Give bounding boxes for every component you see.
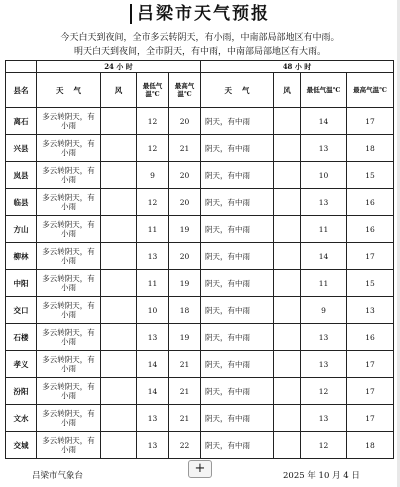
max-temp-48h-cell: 13 (347, 297, 394, 324)
max-temp-48h-cell: 17 (347, 405, 394, 432)
table-row (6, 162, 394, 189)
county-cell: 石楼 (6, 324, 37, 351)
wind-24h-cell (101, 324, 137, 351)
table-row (6, 405, 394, 432)
county-cell: 离石 (6, 108, 37, 135)
wind-24h-cell (101, 189, 137, 216)
weather-24h-cell: 多云转阴天，有小雨 (37, 189, 101, 216)
county-cell: 方山 (6, 216, 37, 243)
col-wind-48: 风 (274, 73, 301, 108)
max-temp-48h-cell: 15 (347, 270, 394, 297)
min-temp-48h-cell: 13 (301, 324, 347, 351)
table-row (6, 432, 394, 459)
min-temp-24h-cell: 10 (137, 297, 169, 324)
max-temp-24h-cell: 21 (169, 378, 201, 405)
min-temp-24h-cell: 13 (137, 405, 169, 432)
max-temp-48h-cell: 18 (347, 135, 394, 162)
county-cell: 孝义 (6, 351, 37, 378)
wind-24h-cell (101, 135, 137, 162)
weather-48h-cell: 阴天，有中雨 (201, 108, 274, 135)
weather-48h-cell: 阴天，有中雨 (201, 162, 274, 189)
min-temp-48h-cell: 13 (301, 351, 347, 378)
min-temp-24h-cell: 11 (137, 270, 169, 297)
page-title: 吕梁市天气预报 (130, 4, 270, 24)
max-temp-48h-cell: 15 (347, 162, 394, 189)
county-cell: 交口 (6, 297, 37, 324)
max-temp-48h-cell: 17 (347, 351, 394, 378)
wind-48h-cell (274, 243, 301, 270)
wind-24h-cell (101, 351, 137, 378)
min-temp-24h-cell: 13 (137, 324, 169, 351)
min-temp-48h-cell: 11 (301, 270, 347, 297)
weather-24h-cell: 多云转阴天，有小雨 (37, 405, 101, 432)
weather-48h-cell: 阴天，有中雨 (201, 243, 274, 270)
wind-48h-cell (274, 270, 301, 297)
col-weather-24: 天 气 (37, 73, 101, 108)
min-temp-48h-cell: 11 (301, 216, 347, 243)
title-wrap (0, 4, 400, 24)
max-temp-48h-cell: 16 (347, 216, 394, 243)
max-temp-24h-cell: 22 (169, 432, 201, 459)
wind-48h-cell (274, 324, 301, 351)
wind-48h-cell (274, 405, 301, 432)
county-cell: 柳林 (6, 243, 37, 270)
period-blank (6, 61, 37, 73)
max-temp-48h-cell: 17 (347, 378, 394, 405)
max-temp-48h-cell: 16 (347, 324, 394, 351)
max-temp-24h-cell: 19 (169, 216, 201, 243)
table-row (6, 351, 394, 378)
period-header-row (6, 61, 394, 73)
add-button[interactable]: + (188, 460, 212, 478)
weather-48h-cell: 阴天，有中雨 (201, 270, 274, 297)
weather-24h-cell: 多云转阴天，有小雨 (37, 351, 101, 378)
min-temp-48h-cell: 9 (301, 297, 347, 324)
wind-48h-cell (274, 216, 301, 243)
min-temp-24h-cell: 13 (137, 432, 169, 459)
wind-48h-cell (274, 378, 301, 405)
weather-48h-cell: 阴天，有中雨 (201, 405, 274, 432)
weather-48h-cell: 阴天，有中雨 (201, 135, 274, 162)
min-temp-48h-cell: 14 (301, 243, 347, 270)
max-temp-48h-cell: 16 (347, 189, 394, 216)
wind-24h-cell (101, 270, 137, 297)
col-weather-48: 天 气 (201, 73, 274, 108)
min-temp-24h-cell: 14 (137, 351, 169, 378)
wind-48h-cell (274, 108, 301, 135)
weather-24h-cell: 多云转阴天，有小雨 (37, 432, 101, 459)
min-temp-48h-cell: 14 (301, 108, 347, 135)
issue-date: 2025 年 10 月 4 日 (283, 471, 360, 481)
weather-48h-cell: 阴天，有中雨 (201, 432, 274, 459)
wind-24h-cell (101, 405, 137, 432)
max-temp-48h-cell: 17 (347, 108, 394, 135)
min-temp-48h-cell: 12 (301, 432, 347, 459)
wind-24h-cell (101, 162, 137, 189)
wind-24h-cell (101, 216, 137, 243)
col-max-48: 最高气温℃ (347, 73, 394, 108)
wind-48h-cell (274, 351, 301, 378)
weather-48h-cell: 阴天，有中雨 (201, 378, 274, 405)
max-temp-24h-cell: 19 (169, 270, 201, 297)
weather-48h-cell: 阴天，有中雨 (201, 297, 274, 324)
column-header-row (6, 73, 394, 108)
table-row (6, 270, 394, 297)
weather-24h-cell: 多云转阴天，有小雨 (37, 108, 101, 135)
weather-24h-cell: 多云转阴天，有小雨 (37, 243, 101, 270)
wind-48h-cell (274, 297, 301, 324)
max-temp-24h-cell: 20 (169, 162, 201, 189)
county-cell: 中阳 (6, 270, 37, 297)
table-row (6, 216, 394, 243)
min-temp-24h-cell: 9 (137, 162, 169, 189)
weather-24h-cell: 多云转阴天，有小雨 (37, 297, 101, 324)
max-temp-24h-cell: 20 (169, 108, 201, 135)
max-temp-24h-cell: 21 (169, 135, 201, 162)
table-row (6, 297, 394, 324)
wind-48h-cell (274, 162, 301, 189)
wind-24h-cell (101, 432, 137, 459)
table-row (6, 108, 394, 135)
weather-24h-cell: 多云转阴天，有小雨 (37, 270, 101, 297)
weather-48h-cell: 阴天，有中雨 (201, 324, 274, 351)
min-temp-24h-cell: 12 (137, 135, 169, 162)
weather-48h-cell: 阴天，有中雨 (201, 189, 274, 216)
table-row (6, 378, 394, 405)
max-temp-24h-cell: 21 (169, 351, 201, 378)
wind-48h-cell (274, 189, 301, 216)
forecast-today: 今天白天到夜间，全市多云转阴天，有小雨，中南部局部地区有中雨。 (60, 33, 340, 43)
wind-24h-cell (101, 378, 137, 405)
min-temp-24h-cell: 13 (137, 243, 169, 270)
county-cell: 交城 (6, 432, 37, 459)
table-row (6, 243, 394, 270)
col-county: 县名 (6, 73, 37, 108)
county-cell: 文水 (6, 405, 37, 432)
max-temp-24h-cell: 18 (169, 297, 201, 324)
weather-48h-cell: 阴天，有中雨 (201, 351, 274, 378)
col-wind-24: 风 (101, 73, 137, 108)
min-temp-24h-cell: 12 (137, 189, 169, 216)
max-temp-24h-cell: 20 (169, 243, 201, 270)
min-temp-48h-cell: 12 (301, 378, 347, 405)
max-temp-48h-cell: 18 (347, 432, 394, 459)
weather-24h-cell: 多云转阴天，有小雨 (37, 324, 101, 351)
col-min-48: 最低气温℃ (301, 73, 347, 108)
wind-48h-cell (274, 135, 301, 162)
col-min-24: 最低气温℃ (137, 73, 169, 108)
max-temp-24h-cell: 21 (169, 405, 201, 432)
max-temp-24h-cell: 20 (169, 189, 201, 216)
min-temp-48h-cell: 13 (301, 189, 347, 216)
min-temp-48h-cell: 10 (301, 162, 347, 189)
period-24h: 24 小 时 (37, 61, 201, 73)
forecast-tomorrow: 明天白天到夜间，全市阴天，有中雨，中南部局部地区有大雨。 (73, 47, 326, 57)
wind-24h-cell (101, 297, 137, 324)
min-temp-24h-cell: 11 (137, 216, 169, 243)
county-cell: 临县 (6, 189, 37, 216)
col-max-24: 最高气温℃ (169, 73, 201, 108)
table-row (6, 135, 394, 162)
weather-24h-cell: 多云转阴天，有小雨 (37, 135, 101, 162)
county-cell: 兴县 (6, 135, 37, 162)
min-temp-24h-cell: 12 (137, 108, 169, 135)
county-cell: 岚县 (6, 162, 37, 189)
max-temp-48h-cell: 17 (347, 243, 394, 270)
wind-24h-cell (101, 243, 137, 270)
wind-48h-cell (274, 432, 301, 459)
wind-24h-cell (101, 108, 137, 135)
min-temp-48h-cell: 13 (301, 135, 347, 162)
table-row (6, 324, 394, 351)
weather-48h-cell: 阴天，有中雨 (201, 216, 274, 243)
weather-24h-cell: 多云转阴天，有小雨 (37, 378, 101, 405)
min-temp-24h-cell: 14 (137, 378, 169, 405)
table-row (6, 189, 394, 216)
forecast-table (5, 60, 394, 459)
weather-24h-cell: 多云转阴天，有小雨 (37, 216, 101, 243)
max-temp-24h-cell: 19 (169, 324, 201, 351)
issuer: 吕梁市气象台 (32, 471, 84, 481)
county-cell: 汾阳 (6, 378, 37, 405)
weather-24h-cell: 多云转阴天，有小雨 (37, 162, 101, 189)
period-48h: 48 小 时 (201, 61, 394, 73)
min-temp-48h-cell: 13 (301, 405, 347, 432)
